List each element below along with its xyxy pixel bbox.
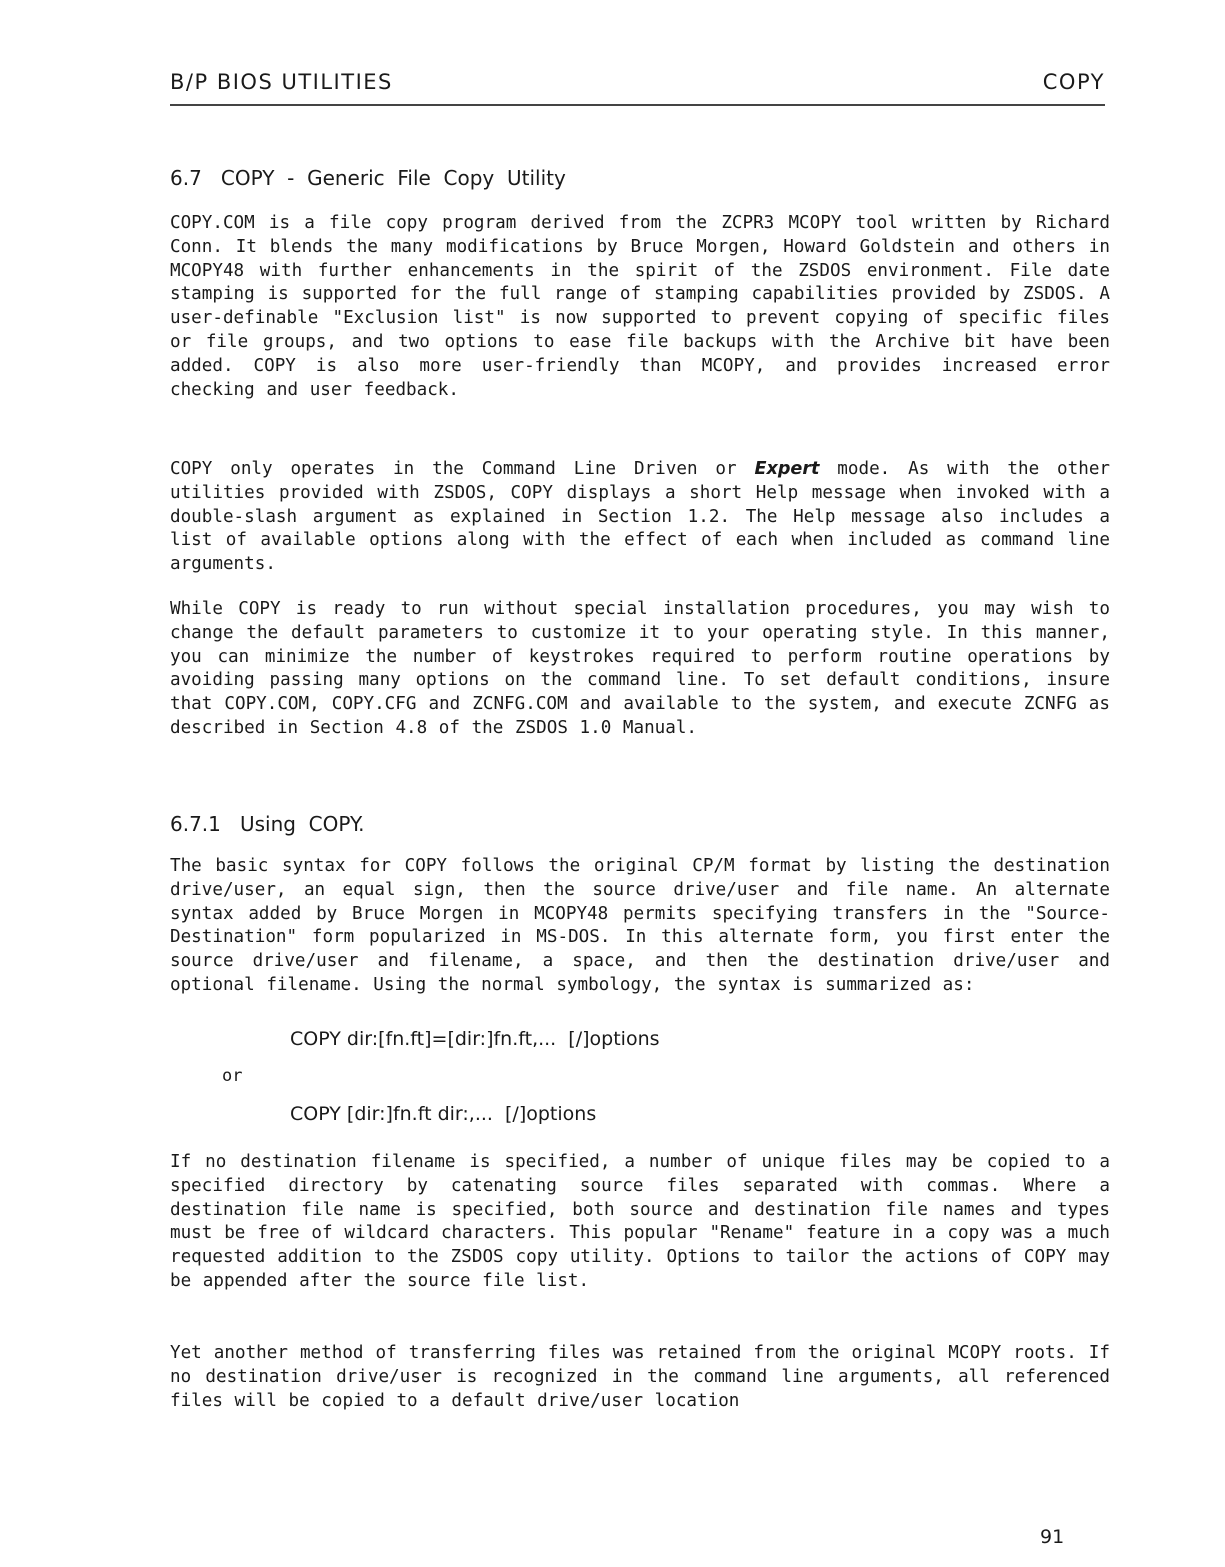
syntax-line-destination-first: COPY dir:[fn.ft]=[dir:]fn.ft,... [/]options: [290, 1028, 660, 1050]
syntax-line-source-first: COPY [dir:]fn.ft dir:,... [/]options: [290, 1103, 597, 1125]
paragraph-intro: COPY.COM is a file copy program derived from the ZCPR3 MCOPY tool written by Richard Conn. It blends the many modifications by Bruce Morgen, Howard Goldstein and others in MCOPY48 with further enhancements in the spirit of the ZSDOS environment. File date stamping is supported for the full range of stamping capabilities provided by ZSDOS. A user-definable "Exclusion list" is now supported to prevent copying of specific files or file groups, and two options to ease file backups with the Archive bit have been added. COPY is also more user-friendly than MCOPY, and provides increased error checking and user feedback.: [170, 213, 1110, 400]
paragraph-operation-mode-text-1: COPY only operates in the Command Line Driven or: [170, 459, 755, 479]
header-divider: [170, 104, 1105, 106]
page-header: [170, 70, 1105, 100]
paragraph-operation-mode-text-2: mode. As with the other utilities provided with ZSDOS, COPY displays a short Help message when invoked with a double-slash argument as explained in Section 1.2. The Help message also includes a list of available options along with the effect of each when included as command line arguments.: [170, 459, 1110, 575]
subsection-title: 6.7.1 Using COPY.: [170, 812, 365, 836]
paragraph-default-location: Yet another method of transferring files was retained from the original MCOPY roots. If no destination drive/user is recognized in the command line arguments, all referenced files will be copied to a default drive/user location: [170, 1343, 1110, 1411]
section-title: 6.7 COPY - Generic File Copy Utility: [170, 166, 566, 190]
syntax-or-separator: or: [222, 1066, 243, 1086]
expert-mode-emphasis: Expert: [754, 459, 820, 479]
paragraph-configuration: While COPY is ready to run without special installation procedures, you may wish to change the default parameters to customize it to your operating style. In this manner, you can minimize the number of keystrokes required to perform routine operations by avoiding passing many options on the command line. To set default conditions, insure that COPY.COM, COPY.CFG and ZCNFG.COM and available to the system, and execute ZCNFG as described in Section 4.8 of the ZSDOS 1.0 Manual.: [170, 599, 1110, 738]
paragraph-basic-syntax: The basic syntax for COPY follows the original CP/M format by listing the destination drive/user, an equal sign, then the source drive/user and file name. An alternate syntax added by Bruce Morgen in MCOPY48 permits specifying transfers in the "Source-Destination" form popularized in MS-DOS. In this alternate form, you first enter the source drive/user and filename, a space, and then the destination drive/user and optional filename. Using the normal symbology, the syntax is summarized as:: [170, 856, 1110, 995]
paragraph-destination-filename: If no destination filename is specified, a number of unique files may be copied to a specified directory by catenating source files separated with commas. Where a destination file name is specified, both source and destination file names and types must be free of wildcard characters. This popular "Rename" feature in a copy was a much requested addition to the ZSDOS copy utility. Options to tailor the actions of COPY may be appended after the source file list.: [170, 1152, 1110, 1291]
page-number: 91: [1040, 1526, 1065, 1548]
header-manual-title: B/P BIOS UTILITIES: [170, 70, 393, 94]
header-chapter-title: COPY: [1042, 70, 1105, 94]
paragraph-operation-mode: [170, 458, 1110, 577]
